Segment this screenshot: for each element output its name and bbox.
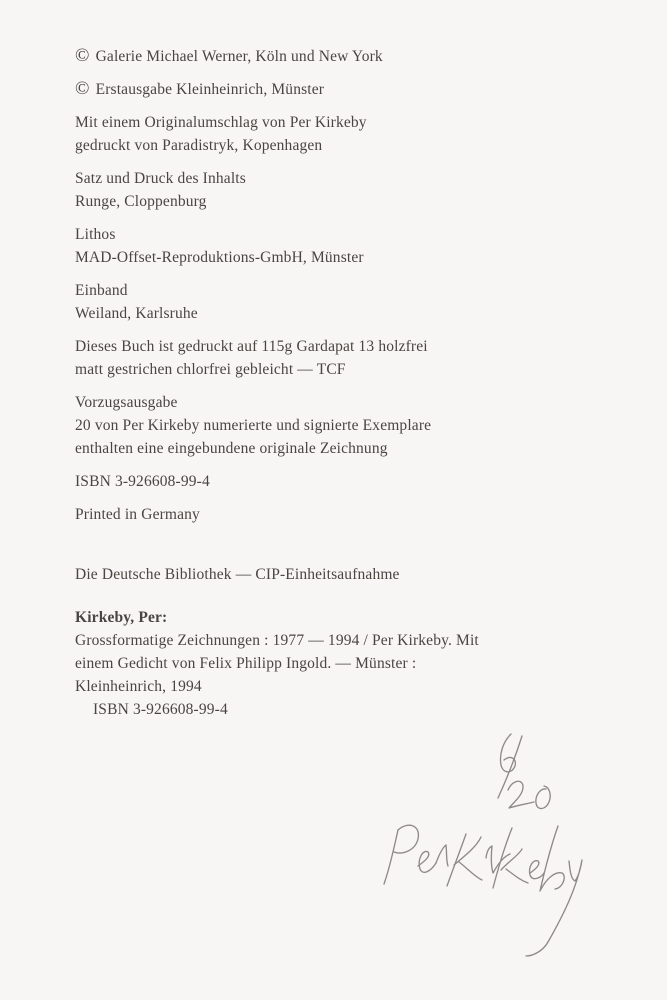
special-edition-line-2: enthalten eine eingebundene originale Zeichnung [75, 440, 388, 457]
colophon-text [75, 45, 635, 721]
typesetting-value: Runge, Cloppenburg [75, 193, 207, 210]
cip-author: Kirkeby, Per: [75, 609, 168, 626]
printed-line: Printed in Germany [75, 506, 200, 523]
cip-isbn: ISBN 3-926608-99-4 [93, 701, 228, 718]
typesetting-credit [75, 167, 635, 213]
section-spacer [75, 536, 635, 563]
copyright-icon: © [75, 78, 90, 99]
cip-entry [75, 629, 635, 721]
cip-heading: Die Deutsche Bibliothek — CIP-Einheitsaufnahme [75, 566, 400, 583]
isbn-line: ISBN 3-926608-99-4 [75, 473, 210, 490]
edition-number-handwriting [498, 734, 550, 809]
lithos-value: MAD-Offset-Reproduktions-GmbH, Münster [75, 249, 364, 266]
cip-entry-line-1: Grossformatige Zeichnungen : 1977 — 1994 / Per Kirkeby. Mit [75, 632, 479, 649]
cover-credit-line-2: gedruckt von Paradistryk, Kopenhagen [75, 137, 323, 154]
copyright-icon: © [75, 45, 90, 66]
copyright-galerie [75, 45, 635, 68]
lithos-label: Lithos [75, 226, 116, 243]
binding-credit [75, 279, 635, 325]
special-edition-note [75, 391, 635, 460]
special-edition-line-1: 20 von Per Kirkeby numerierte und signierte Exemplare [75, 417, 432, 434]
lithos-credit [75, 223, 635, 269]
copyright-erstausgabe [75, 78, 635, 101]
cover-credit-line-1: Mit einem Originalumschlag von Per Kirkeby [75, 114, 367, 131]
typesetting-label: Satz und Druck des Inhalts [75, 170, 246, 187]
paper-line-2: matt gestrichen chlorfrei gebleicht — TCF [75, 361, 346, 378]
binding-label: Einband [75, 282, 128, 299]
paper-line-1: Dieses Buch ist gedruckt auf 115g Gardapat 13 holzfrei [75, 338, 428, 355]
cip-entry-line-3: Kleinheinrich, 1994 [75, 678, 202, 695]
paper-note [75, 335, 635, 381]
cip-entry-line-2: einem Gedicht von Felix Philipp Ingold. — Münster : [75, 655, 417, 672]
special-edition-label: Vorzugsausgabe [75, 394, 178, 411]
copyright-erstausgabe-text: Erstausgabe Kleinheinrich, Münster [95, 81, 325, 98]
binding-value: Weiland, Karlsruhe [75, 305, 198, 322]
cover-credit [75, 111, 635, 157]
handwritten-signature [370, 720, 600, 960]
artist-signature-handwriting [384, 825, 582, 956]
copyright-galerie-text: Galerie Michael Werner, Köln und New York [95, 48, 383, 65]
